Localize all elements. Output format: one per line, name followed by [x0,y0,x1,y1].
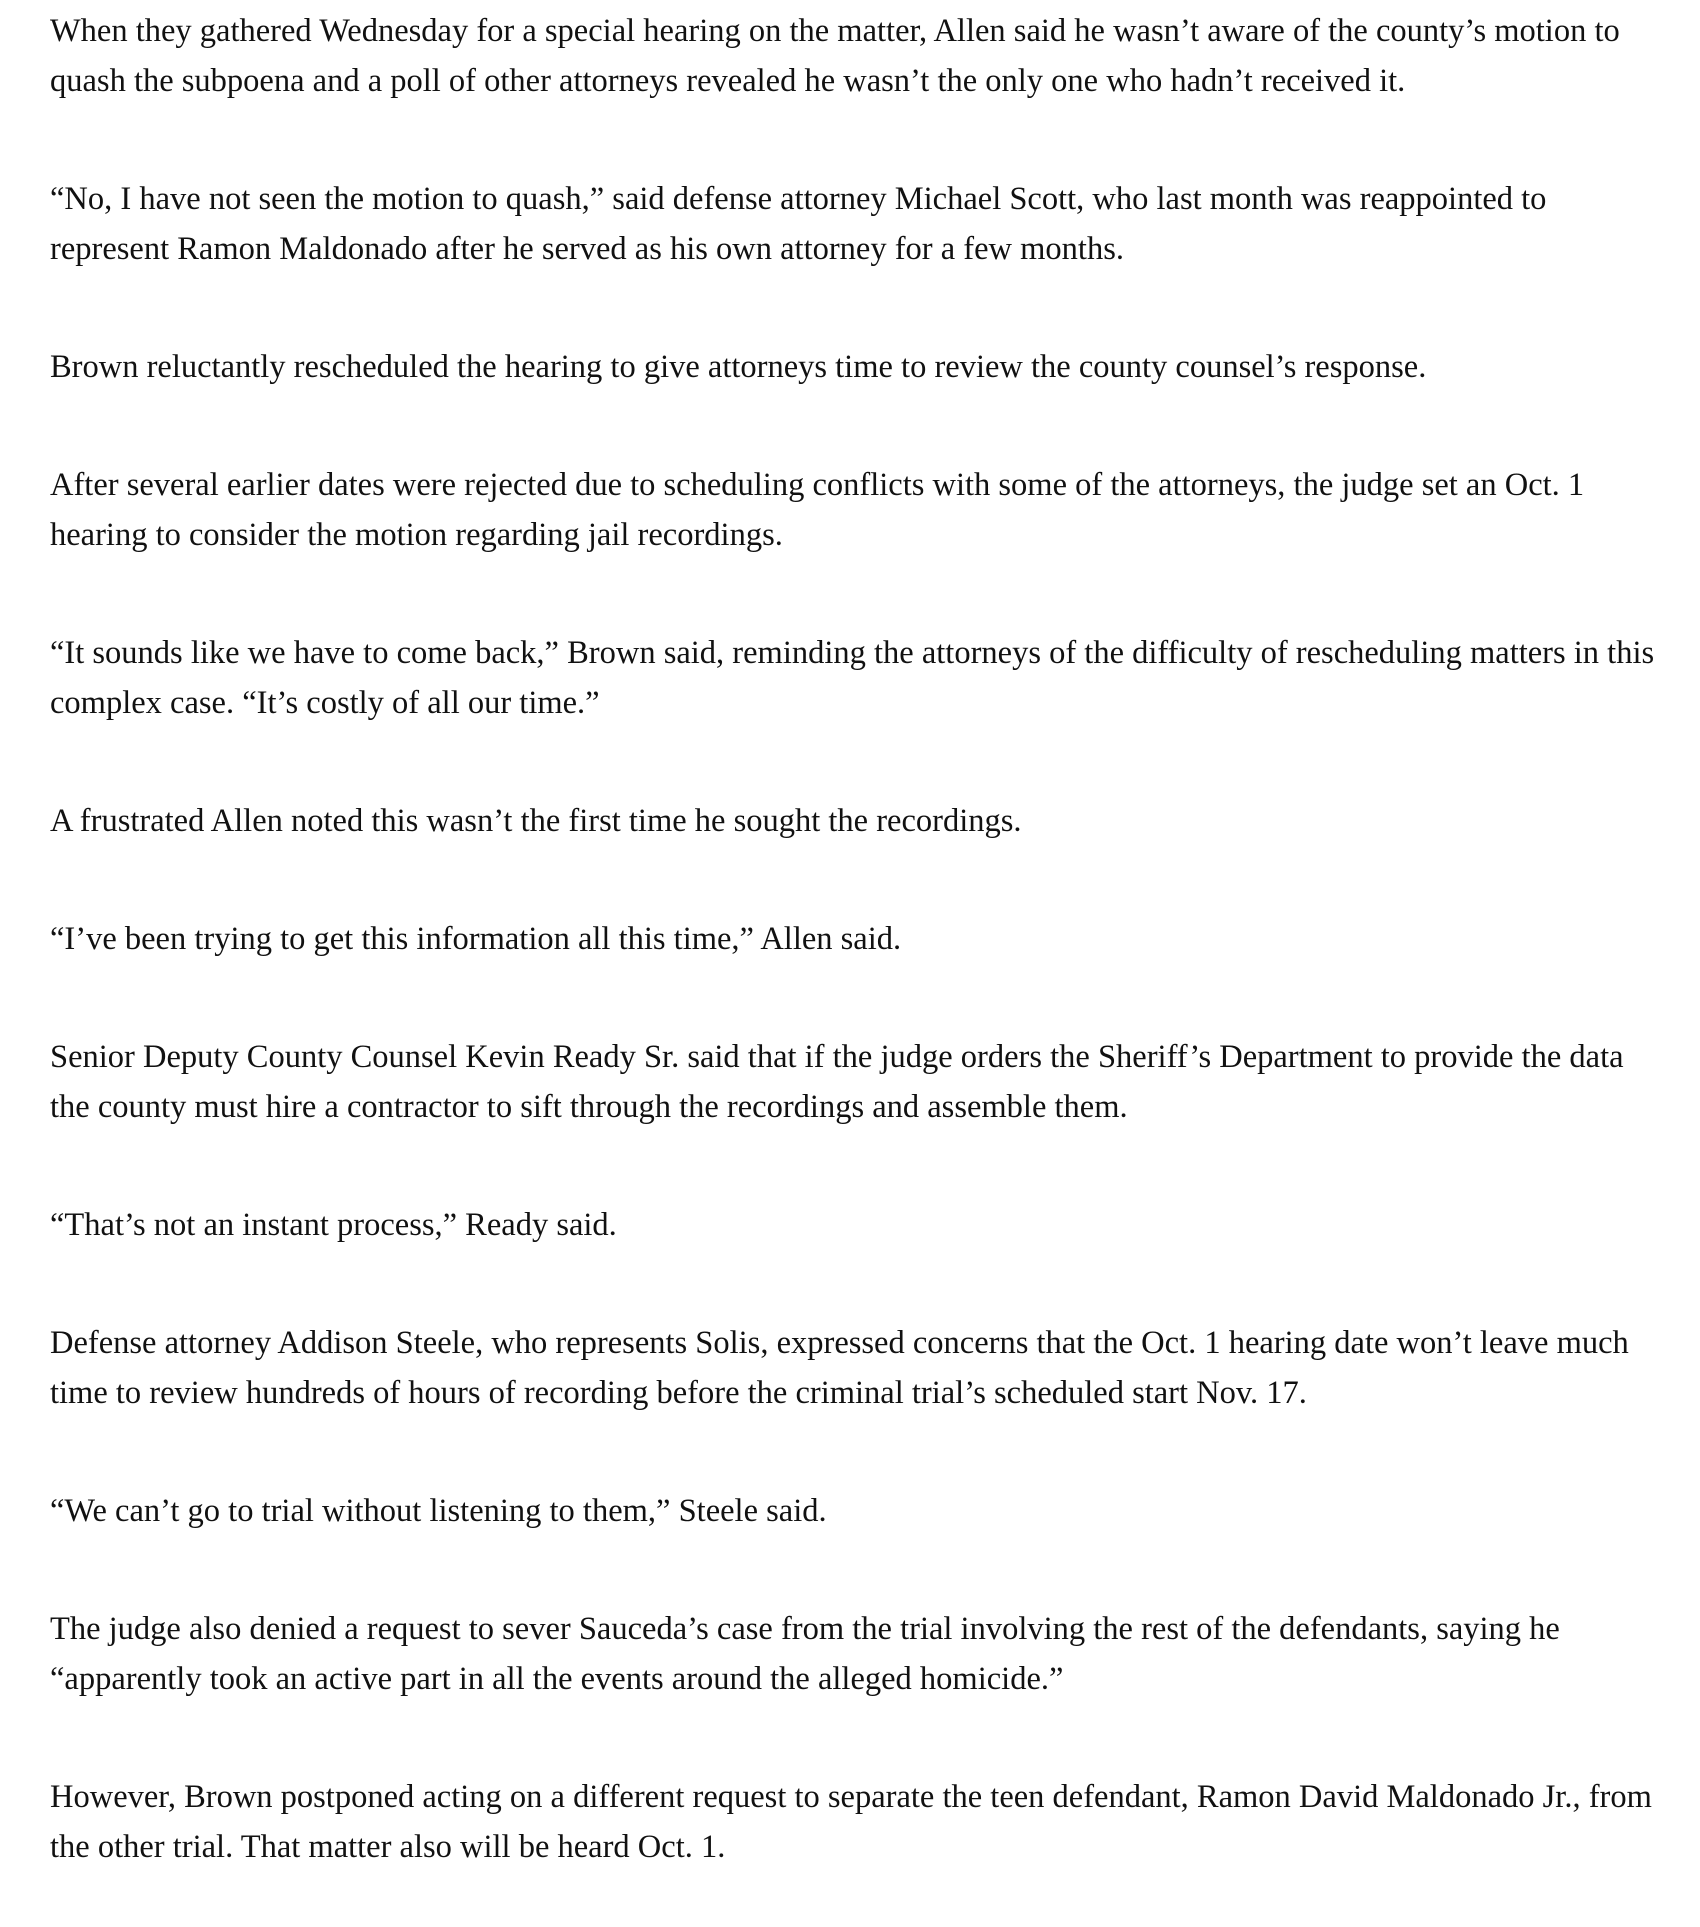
paragraph-6: A frustrated Allen noted this wasn’t the first time he sought the recordings. [50,803,1022,839]
paragraph-12: The judge also denied a request to sever Sauceda’s case from the trial involving the rest of the defendants, saying he “apparently took an active part in all the events around the alleged homicide.” [50,1611,1560,1697]
paragraph-9: “That’s not an instant process,” Ready said. [50,1207,617,1243]
paragraph-11: “We can’t go to trial without listening to them,” Steele said. [50,1493,827,1529]
article-body [50,6,1670,1872]
paragraph-3: Brown reluctantly rescheduled the hearing to give attorneys time to review the county counsel’s response. [50,349,1427,385]
paragraph-1: When they gathered Wednesday for a special hearing on the matter, Allen said he wasn’t aware of the county’s motion to quash the subpoena and a poll of other attorneys revealed he wasn’t the only one who hadn’t received it. [50,13,1620,99]
paragraph-13: However, Brown postponed acting on a different request to separate the teen defendant, Ramon David Maldonado Jr., from the other trial. That matter also will be heard Oct. 1. [50,1779,1652,1865]
paragraph-5: “It sounds like we have to come back,” Brown said, reminding the attorneys of the difficulty of rescheduling matters in this complex case. “It’s costly of all our time.” [50,635,1655,721]
paragraph-4: After several earlier dates were rejected due to scheduling conflicts with some of the attorneys, the judge set an Oct. 1 hearing to consider the motion regarding jail recordings. [50,467,1585,553]
paragraph-8: Senior Deputy County Counsel Kevin Ready Sr. said that if the judge orders the Sheriff’s Department to provide the data the county must hire a contractor to sift through the recordings and assemble them. [50,1039,1624,1125]
paragraph-7: “I’ve been trying to get this information all this time,” Allen said. [50,921,902,957]
paragraph-10: Defense attorney Addison Steele, who represents Solis, expressed concerns that the Oct. 1 hearing date won’t leave much time to review hundreds of hours of recording before the criminal trial’s scheduled start Nov. 17. [50,1325,1629,1411]
paragraph-2: “No, I have not seen the motion to quash,” said defense attorney Michael Scott, who last month was reappointed to represent Ramon Maldonado after he served as his own attorney for a few months. [50,181,1547,267]
